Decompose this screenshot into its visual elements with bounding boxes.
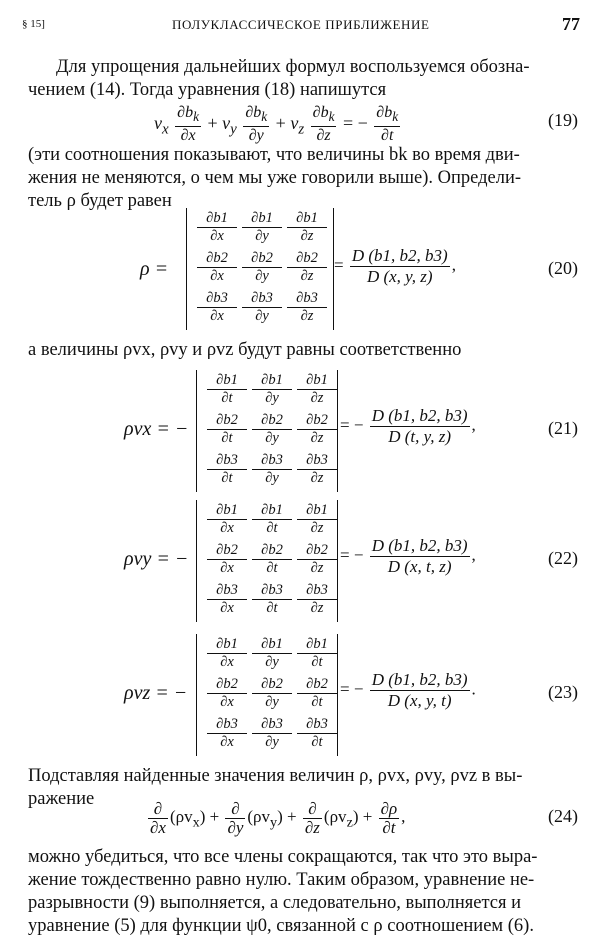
entry-denominator: ∂z xyxy=(300,228,314,244)
matrix-entry xyxy=(297,636,337,671)
equation-number-22: (22) xyxy=(548,548,578,568)
entry-numerator: ∂b1 xyxy=(207,636,247,654)
equation-24 xyxy=(146,800,405,837)
equation-19-text: $v_x$ $\frac{\partial b_k}{\partial x}$ + $v_y$ $\frac{\partial b_k}{\partial y}$ + $v_z$ $\frac{\partial b_k}{\partial z}$ = − $\frac{\partial b_k}{\partial t}$ xyxy=(154,104,399,145)
entry-numerator: ∂b2 xyxy=(252,676,292,694)
entry-denominator: ∂x xyxy=(220,600,234,616)
entry-numerator: ∂b1 xyxy=(287,210,327,228)
equation-21 xyxy=(0,370,600,492)
entry-denominator: ∂y xyxy=(265,734,279,750)
matrix-entry xyxy=(297,582,337,617)
entry-denominator: ∂t xyxy=(221,390,233,406)
entry-numerator: ∂b2 xyxy=(297,542,337,560)
matrix-entry xyxy=(252,676,292,711)
matrix-entry xyxy=(252,636,292,671)
entry-denominator: ∂z xyxy=(310,470,324,486)
entry-denominator: ∂t xyxy=(311,694,323,710)
entry-numerator: ∂b3 xyxy=(242,290,282,308)
entry-denominator: ∂y xyxy=(265,654,279,670)
matrix-entry xyxy=(297,542,337,577)
matrix-entry xyxy=(252,502,292,537)
equation-20 xyxy=(0,208,600,328)
text-line: а величины ρvx, ρvy и ρvz будут равны соответственно xyxy=(28,340,462,360)
paragraph-3 xyxy=(28,339,576,362)
matrix-entry xyxy=(287,250,327,285)
entry-numerator: ∂b3 xyxy=(207,716,247,734)
text-line: уравнение (5) для функции ψ0, связанной с ρ соотношением (6). xyxy=(28,916,534,936)
matrix-entry xyxy=(252,582,292,617)
matrix-entry xyxy=(197,250,237,285)
equation-24-text: $\frac{\partial}{\partial x}$ $(\rho v_x)$ + $\frac{\partial}{\partial y}$ $(\rho v_y)$ + $\frac{\partial}{\partial z}$ $(\rho v_z)$ + $\frac{\partial\rho}{\partial t}$ , xyxy=(150,799,406,837)
entry-numerator: ∂b1 xyxy=(197,210,237,228)
entry-numerator: ∂b3 xyxy=(252,582,292,600)
text-line: ражение xyxy=(28,789,95,809)
matrix-entry xyxy=(242,210,282,245)
entry-numerator: ∂b3 xyxy=(197,290,237,308)
entry-denominator: ∂t xyxy=(221,430,233,446)
entry-denominator: ∂y xyxy=(265,694,279,710)
determinant-21 xyxy=(196,370,338,492)
entry-numerator: ∂b3 xyxy=(252,452,292,470)
matrix-entry xyxy=(252,452,292,487)
paragraph-5 xyxy=(28,846,576,938)
equation-19 xyxy=(154,104,402,145)
matrix-entry xyxy=(297,716,337,751)
matrix-entry xyxy=(252,372,292,407)
entry-denominator: ∂z xyxy=(310,520,324,536)
matrix-entry xyxy=(207,676,247,711)
matrix-entry xyxy=(207,412,247,447)
equation-number-23: (23) xyxy=(548,682,578,702)
text-line: чением (14). Тогда уравнения (18) напишутся xyxy=(28,80,387,100)
entry-numerator: ∂b2 xyxy=(207,676,247,694)
text-line: Подставляя найденные значения величин ρ, ρvx, ρvy, ρvz в вы- xyxy=(28,766,523,786)
entry-numerator: ∂b2 xyxy=(252,542,292,560)
entry-denominator: ∂t xyxy=(311,734,323,750)
determinant-20 xyxy=(186,208,334,330)
matrix-entry xyxy=(207,582,247,617)
entry-numerator: ∂b2 xyxy=(197,250,237,268)
entry-numerator: ∂b2 xyxy=(242,250,282,268)
matrix-entry xyxy=(207,502,247,537)
matrix-entry xyxy=(297,502,337,537)
entry-denominator: ∂x xyxy=(210,308,224,324)
matrix-entry xyxy=(197,290,237,325)
rhs-numerator: D (b1, b2, b3) xyxy=(351,246,448,265)
entry-denominator: ∂x xyxy=(220,734,234,750)
entry-numerator: ∂b2 xyxy=(287,250,327,268)
entry-numerator: ∂b3 xyxy=(287,290,327,308)
entry-denominator: ∂x xyxy=(220,560,234,576)
entry-numerator: ∂b2 xyxy=(207,542,247,560)
rhs-denominator: D (x, y, z) xyxy=(366,267,433,286)
equation-number-24: (24) xyxy=(548,806,578,826)
entry-numerator: ∂b1 xyxy=(252,372,292,390)
entry-denominator: ∂x xyxy=(220,694,234,710)
matrix-entry xyxy=(252,542,292,577)
matrix-entry xyxy=(297,372,337,407)
matrix-entry xyxy=(297,412,337,447)
equation-21-rhs: = − $\frac{D (b1, b2, b3)}{D (t, y, z)}$ , xyxy=(340,406,476,446)
entry-numerator: ∂b1 xyxy=(297,636,337,654)
entry-numerator: ∂b1 xyxy=(207,502,247,520)
entry-denominator: ∂z xyxy=(300,308,314,324)
matrix-entry xyxy=(207,372,247,407)
entry-numerator: ∂b3 xyxy=(207,582,247,600)
text-line: можно убедиться, что все члены сокращаются, так что это выра- xyxy=(28,847,538,867)
rhs-denominator: D (x, y, t) xyxy=(387,691,452,710)
equation-23 xyxy=(0,634,600,756)
entry-denominator: ∂z xyxy=(300,268,314,284)
equation-23-rhs: = − $\frac{D (b1, b2, b3)}{D (x, y, t)}$ . xyxy=(340,670,476,710)
rhs-numerator: D (b1, b2, b3) xyxy=(371,670,468,689)
rhs-denominator: D (t, y, z) xyxy=(388,427,452,446)
matrix-entry xyxy=(252,716,292,751)
entry-numerator: ∂b1 xyxy=(297,502,337,520)
determinant-22 xyxy=(196,500,338,622)
paragraph-1 xyxy=(28,56,576,102)
entry-numerator: ∂b3 xyxy=(252,716,292,734)
equation-21-lhs: ρvx = − xyxy=(124,418,189,440)
page-number: 77 xyxy=(562,14,580,34)
equation-20-lhs: ρ = xyxy=(140,258,169,280)
entry-denominator: ∂y xyxy=(255,268,269,284)
matrix-entry xyxy=(207,716,247,751)
entry-numerator: ∂b3 xyxy=(297,582,337,600)
entry-denominator: ∂t xyxy=(266,600,278,616)
section-ref: § 15] xyxy=(22,18,45,30)
text-line: (эти соотношения показывают, что величины bk во время дви- xyxy=(28,145,520,165)
matrix-entry xyxy=(207,452,247,487)
entry-denominator: ∂y xyxy=(255,308,269,324)
matrix-entry xyxy=(242,250,282,285)
paragraph-2 xyxy=(28,144,576,213)
entry-denominator: ∂y xyxy=(265,470,279,486)
equation-22-rhs: = − $\frac{D (b1, b2, b3)}{D (x, t, z)}$ , xyxy=(340,536,476,576)
matrix-entry xyxy=(242,290,282,325)
entry-numerator: ∂b1 xyxy=(207,372,247,390)
entry-denominator: ∂x xyxy=(220,654,234,670)
entry-numerator: ∂b3 xyxy=(207,452,247,470)
equation-22 xyxy=(0,500,600,622)
entry-denominator: ∂z xyxy=(310,560,324,576)
entry-denominator: ∂y xyxy=(265,390,279,406)
entry-denominator: ∂y xyxy=(255,228,269,244)
rhs-numerator: D (b1, b2, b3) xyxy=(371,406,468,425)
matrix-entry xyxy=(297,452,337,487)
entry-denominator: ∂x xyxy=(210,228,224,244)
entry-numerator: ∂b2 xyxy=(207,412,247,430)
entry-denominator: ∂x xyxy=(210,268,224,284)
rhs-numerator: D (b1, b2, b3) xyxy=(371,536,468,555)
entry-numerator: ∂b3 xyxy=(297,716,337,734)
text-line: разрывности (9) выполняется, а следовательно, выполняется и xyxy=(28,893,521,913)
equation-23-lhs: ρvz = − xyxy=(124,682,188,704)
matrix-entry xyxy=(197,210,237,245)
equation-number-20: (20) xyxy=(548,258,578,278)
page-header xyxy=(22,14,580,38)
entry-numerator: ∂b1 xyxy=(297,372,337,390)
text-line: жение тождественно равно нулю. Таким образом, уравнение не- xyxy=(28,870,535,890)
matrix-entry xyxy=(287,290,327,325)
entry-denominator: ∂z xyxy=(310,390,324,406)
entry-denominator: ∂z xyxy=(310,430,324,446)
entry-numerator: ∂b2 xyxy=(252,412,292,430)
matrix-entry xyxy=(252,412,292,447)
equation-20-rhs: = $\frac{D (b1, b2, b3)}{D (x, y, z)}$ , xyxy=(334,246,456,286)
matrix-entry xyxy=(207,636,247,671)
entry-numerator: ∂b2 xyxy=(297,676,337,694)
entry-denominator: ∂z xyxy=(310,600,324,616)
entry-numerator: ∂b2 xyxy=(297,412,337,430)
equation-number-19: (19) xyxy=(548,110,578,130)
entry-numerator: ∂b1 xyxy=(242,210,282,228)
text-line: жения не меняются, о чем мы уже говорили выше). Определи- xyxy=(28,168,522,188)
entry-numerator: ∂b1 xyxy=(252,636,292,654)
matrix-entry xyxy=(207,542,247,577)
entry-denominator: ∂t xyxy=(266,560,278,576)
matrix-entry xyxy=(287,210,327,245)
entry-denominator: ∂t xyxy=(221,470,233,486)
entry-denominator: ∂t xyxy=(311,654,323,670)
text-line: тель ρ будет равен xyxy=(28,191,172,211)
rhs-denominator: D (x, t, z) xyxy=(387,557,452,576)
text-line: Для упрощения дальнейших формул воспользуемся обозна- xyxy=(56,57,530,77)
entry-numerator: ∂b1 xyxy=(252,502,292,520)
matrix-entry xyxy=(297,676,337,711)
equation-22-lhs: ρvy = − xyxy=(124,548,189,570)
entry-denominator: ∂y xyxy=(265,430,279,446)
entry-numerator: ∂b3 xyxy=(297,452,337,470)
running-title: ПОЛУКЛАССИЧЕСКОЕ ПРИБЛИЖЕНИЕ xyxy=(172,17,430,32)
entry-denominator: ∂x xyxy=(220,520,234,536)
entry-denominator: ∂t xyxy=(266,520,278,536)
determinant-23 xyxy=(196,634,338,756)
equation-number-21: (21) xyxy=(548,418,578,438)
